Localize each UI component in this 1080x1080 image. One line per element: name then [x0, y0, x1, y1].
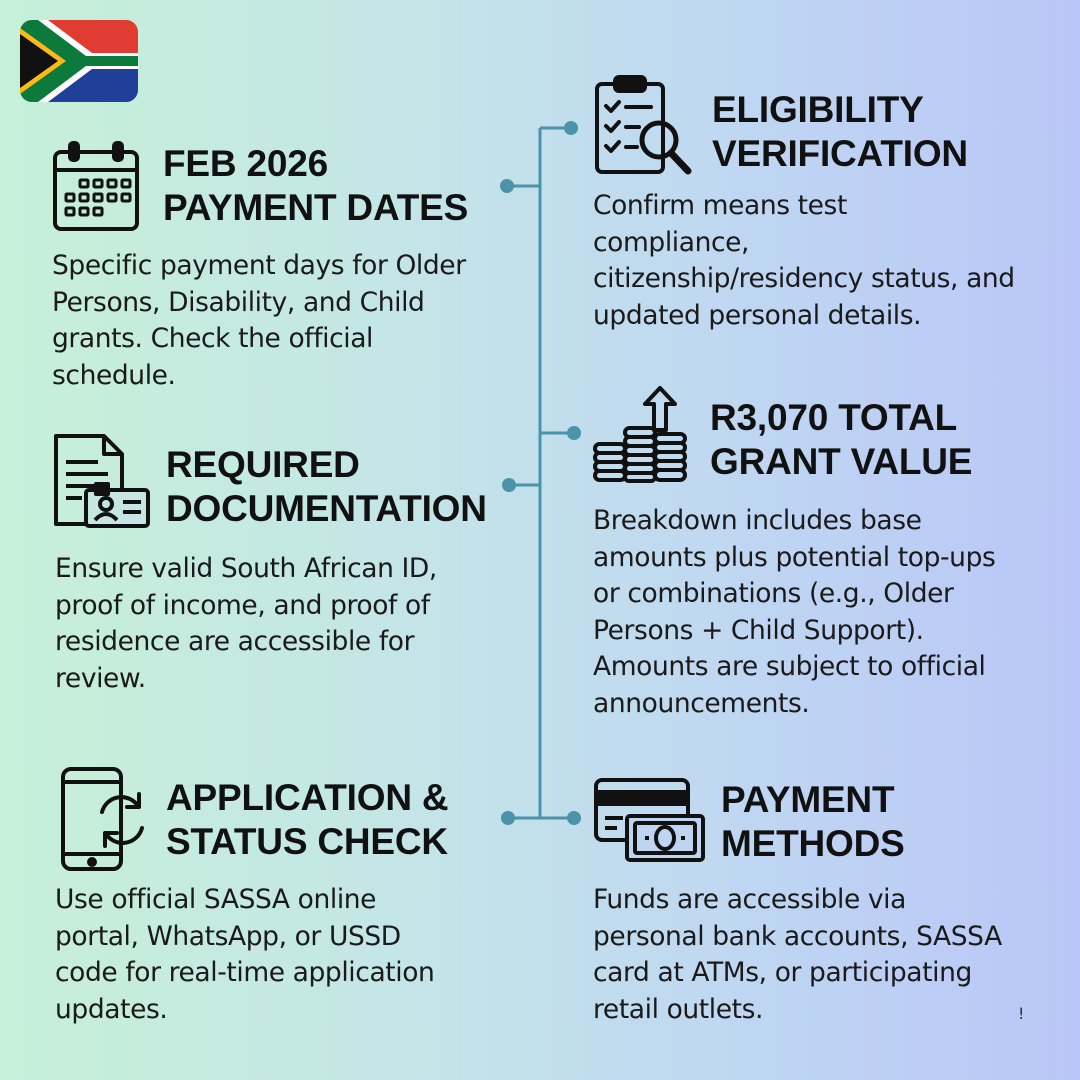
connector-dot [501, 811, 515, 825]
calendar-icon [52, 140, 140, 232]
document-id-icon [52, 432, 152, 530]
section-description: Funds are accessible via personal bank accounts, SASSA card at ATMs, or participating retail outlets. [593, 884, 1002, 1025]
section-title: FEB 2026 PAYMENT DATES [163, 143, 469, 228]
connector-dot [567, 426, 581, 440]
section-title: APPLICATION & STATUS CHECK [166, 777, 449, 862]
section-description: Specific payment days for Older Persons, Disability, and Child grants. Check the official schedule. [52, 250, 466, 391]
section-description: Breakdown includes base amounts plus potential top-ups or combinations (e.g., Older Persons + Child Support). Amounts are subject to official announcements. [593, 505, 996, 719]
south-africa-flag [20, 20, 138, 102]
phone-sync-icon [60, 766, 150, 872]
section-title: PAYMENT METHODS [721, 779, 905, 864]
connector-dot [502, 478, 516, 492]
footer-mark: ! [1018, 1004, 1025, 1023]
section-description: Confirm means test compliance, citizenship/residency status, and updated personal details. [593, 190, 1015, 331]
coins-arrow-icon [591, 384, 691, 484]
flag-graphic [20, 20, 138, 102]
section-title: R3,070 TOTAL GRANT VALUE [710, 397, 973, 482]
section-description: Use official SASSA online portal, WhatsApp, or USSD code for real-time application updates. [55, 884, 435, 1025]
connector-dot [500, 179, 514, 193]
section-title: ELIGIBILITY VERIFICATION [712, 89, 968, 174]
section-title: REQUIRED DOCUMENTATION [166, 444, 487, 529]
connector-dot [567, 811, 581, 825]
checklist-search-icon [593, 74, 693, 178]
connector-dot [564, 121, 578, 135]
card-cash-icon [593, 776, 705, 864]
section-description: Ensure valid South African ID, proof of income, and proof of residence are accessible for review. [55, 553, 437, 694]
